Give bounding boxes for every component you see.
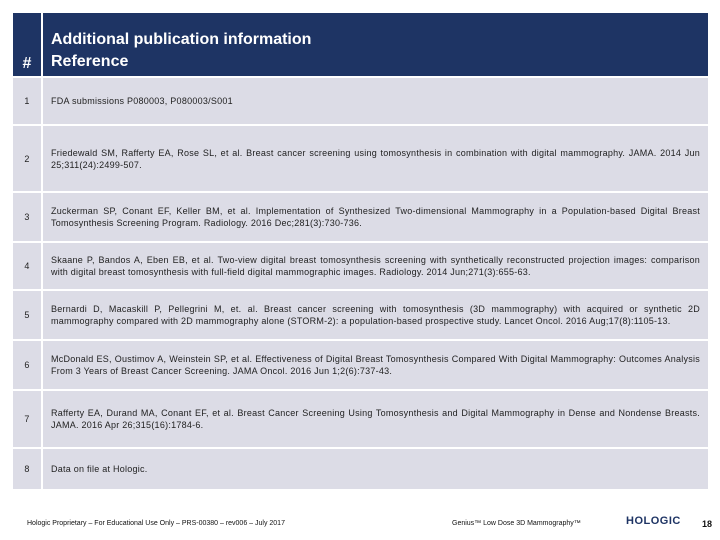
header-title-line2: Reference (51, 53, 129, 70)
row-number: 5 (13, 289, 41, 339)
row-number: 3 (13, 191, 41, 241)
row-reference: Rafferty EA, Durand MA, Conant EF, et al. Breast Cancer Screening Using Tomosynthesis and Digital Mammography in Dense and Nondense Breasts. JAMA. 2016 Apr 26;315(16):1784-6. (41, 389, 708, 447)
table-row (13, 124, 708, 191)
references-table (13, 13, 708, 489)
table-header-row (13, 13, 708, 76)
row-reference: Bernardi D, Macaskill P, Pellegrini M, et. al. Breast cancer screening with tomosynthesis (3D mammography) with acquired or synthetic 2D mammography compared with 2D mammography alone (STORM-2): a population-based prospective study. Lancet Oncol. 2016 Aug;17(8):1105-13. (41, 289, 708, 339)
table-row (13, 241, 708, 289)
table-row (13, 447, 708, 489)
table-row (13, 389, 708, 447)
row-reference: McDonald ES, Oustimov A, Weinstein SP, et al. Effectiveness of Digital Breast Tomosynthesis Compared With Digital Mammography: Outcomes Analysis From 3 Years of Breast Cancer Screening. JAMA Oncol. 2016 Jun 1;2(6):737-43. (41, 339, 708, 389)
page-number: 18 (702, 519, 713, 529)
reference-column-header (41, 13, 708, 76)
row-reference: Friedewald SM, Rafferty EA, Rose SL, et al. Breast cancer screening using tomosynthesis in combination with digital mammography. JAMA. 2014 Jun 25;311(24):2499-507. (41, 124, 708, 191)
row-number: 1 (13, 76, 41, 124)
row-reference: Data on file at Hologic. (41, 447, 708, 489)
footer (0, 510, 720, 540)
table-row (13, 76, 708, 124)
table-row (13, 289, 708, 339)
row-number: 7 (13, 389, 41, 447)
row-number: 2 (13, 124, 41, 191)
table-row (13, 339, 708, 389)
row-number: 4 (13, 241, 41, 289)
number-column-header: # (13, 13, 41, 76)
row-reference: Zuckerman SP, Conant EF, Keller BM, et al. Implementation of Synthesized Two-dimensional Mammography in a Population-based Digital Breast Tomosynthesis Screening Program. Radiology. 2016 Dec;281(3):730-736. (41, 191, 708, 241)
row-number: 6 (13, 339, 41, 389)
row-reference: Skaane P, Bandos A, Eben EB, et al. Two-view digital breast tomosynthesis screening with synthetically reconstructed projection images: comparison with digital breast tomosynthesis with full-field digital mammographic images. Radiology. 2014 Jun;271(3):655-63. (41, 241, 708, 289)
footer-disclaimer: Hologic Proprietary – For Educational Use Only – PRS-00380 – rev006 – July 2017 (27, 520, 285, 527)
footer-product: Genius™ Low Dose 3D Mammography™ (452, 520, 581, 527)
row-reference: FDA submissions P080003, P080003/S001 (41, 76, 708, 124)
header-title-line1: Additional publication information (51, 31, 312, 48)
hologic-logo: HOLOGIC (626, 515, 681, 527)
row-number: 8 (13, 447, 41, 489)
table-row (13, 191, 708, 241)
